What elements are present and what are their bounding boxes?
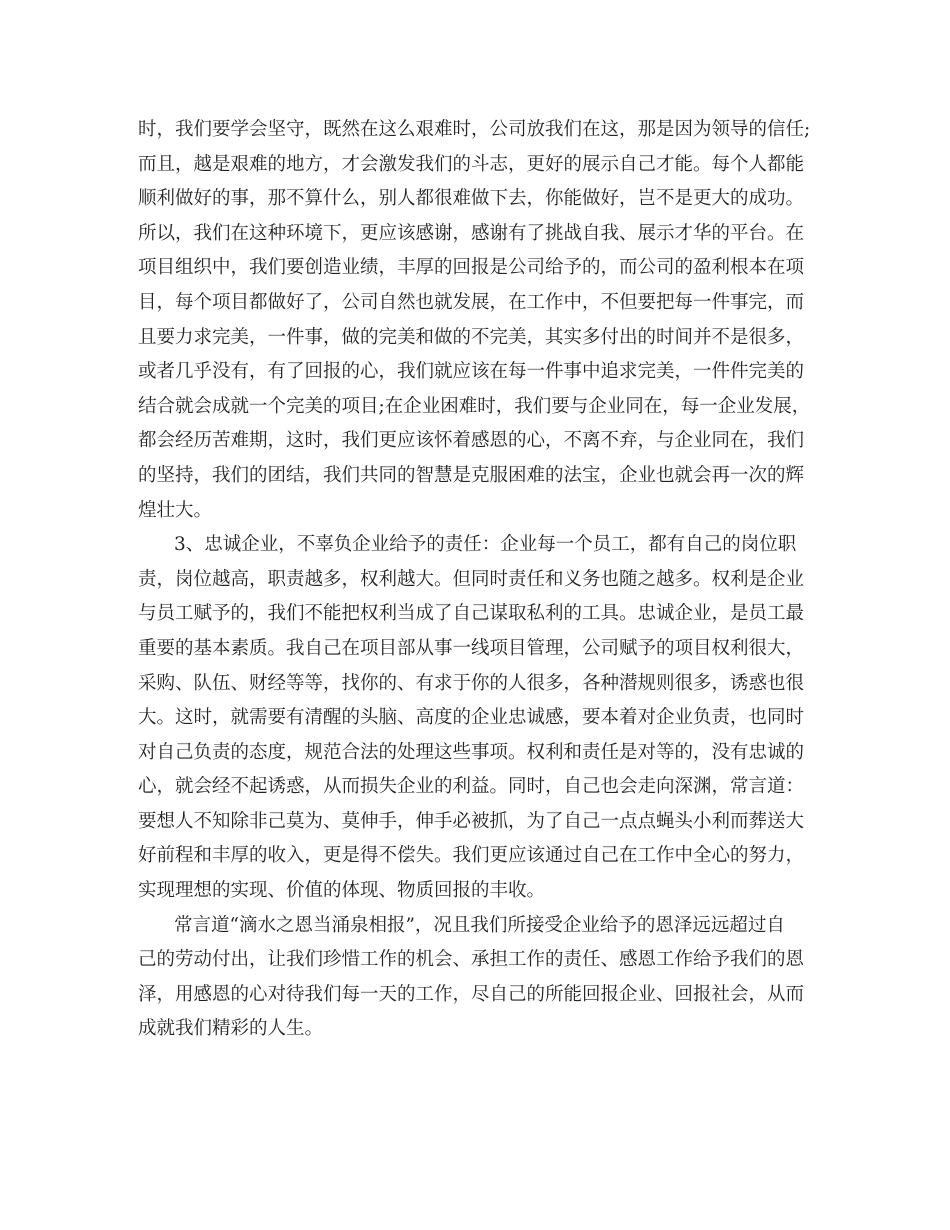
text-line: 或者几乎没有，有了回报的心，我们就应该在每一件事中追求完美，一件件完美的 bbox=[138, 361, 805, 383]
text-line: 对自己负责的态度，规范合法的处理这些事项。权利和责任是对等的，没有忠诚的 bbox=[138, 741, 805, 763]
text-line: 心，就会经不起诱惑，从而损失企业的利益。同时，自己也会走向深渊，常言道： bbox=[138, 776, 805, 798]
text-line: 的坚持，我们的团结，我们共同的智慧是克服困难的法宝，企业也就会再一次的辉 bbox=[138, 464, 805, 486]
text-line: 成就我们精彩的人生。 bbox=[138, 1018, 324, 1040]
text-line: 大。这时，就需要有清醒的头脑、高度的企业忠诚感，要本着对企业负责，也同时 bbox=[138, 707, 805, 729]
paragraph bbox=[138, 528, 838, 909]
text-line: 项目组织中，我们要创造业绩，丰厚的回报是公司给予的，而公司的盈利根本在项 bbox=[138, 257, 805, 279]
text-line: 3、忠诚企业，不辜负企业给予的责任：企业每一个员工，都有自己的岗位职 bbox=[174, 534, 797, 556]
text-line: 责，岗位越高，职责越多，权利越大。但同时责任和义务也随之越多。权利是企业 bbox=[138, 568, 805, 590]
document-body bbox=[138, 113, 838, 1047]
text-line: 实现理想的实现、价值的体现、物质回报的丰收。 bbox=[138, 880, 546, 902]
text-line: 顺利做好的事，那不算什么，别人都很难做下去，你能做好，岂不是更大的成功。 bbox=[138, 188, 805, 210]
text-line: 煌壮大。 bbox=[138, 499, 213, 521]
text-line: 时，我们要学会坚守，既然在这么艰难时，公司放我们在这，那是因为领导的信任; bbox=[138, 119, 811, 140]
text-line: 常言道“滴水之恩当涌泉相报”，况且我们所接受企业给予的恩泽远远超过自 bbox=[174, 914, 785, 936]
text-line: 都会经历苦难期，这时，我们更应该怀着感恩的心，不离不弃，与企业同在，我们 bbox=[138, 430, 805, 452]
text-line: 与员工赋予的，我们不能把权利当成了自己谋取私利的工具。忠诚企业，是员工最 bbox=[138, 603, 805, 625]
text-line: 所以，我们在这种环境下，更应该感谢，感谢有了挑战自我、展示才华的平台。在 bbox=[138, 222, 805, 244]
text-line: 重要的基本素质。我自己在项目部从事一线项目管理，公司赋予的项目权利很大， bbox=[138, 637, 805, 659]
paragraph bbox=[138, 909, 838, 1047]
text-line: 采购、队伍、财经等等，找你的、有求于你的人很多，各种潜规则很多，诱惑也很 bbox=[138, 672, 805, 694]
text-line: 目，每个项目都做好了，公司自然也就发展，在工作中，不但要把每一件事完，而 bbox=[138, 291, 805, 313]
paragraph bbox=[138, 113, 838, 528]
text-line: 好前程和丰厚的收入，更是得不偿失。我们更应该通过自己在工作中全心的努力， bbox=[138, 845, 805, 867]
text-line: 而且，越是艰难的地方，才会激发我们的斗志，更好的展示自己才能。每个人都能 bbox=[138, 153, 805, 175]
text-line: 要想人不知除非己莫为、莫伸手，伸手必被抓，为了自己一点点蝇头小利而葬送大 bbox=[138, 810, 805, 832]
text-line: 己的劳动付出，让我们珍惜工作的机会、承担工作的责任、感恩工作给予我们的恩 bbox=[138, 949, 805, 971]
text-line: 且要力求完美，一件事，做的完美和做的不完美，其实多付出的时间并不是很多， bbox=[138, 326, 805, 348]
text-line: 结合就会成就一个完美的项目;在企业困难时，我们要与企业同在，每一企业发展， bbox=[138, 395, 811, 417]
text-line: 泽，用感恩的心对待我们每一天的工作，尽自己的所能回报企业、回报社会，从而 bbox=[138, 983, 805, 1005]
